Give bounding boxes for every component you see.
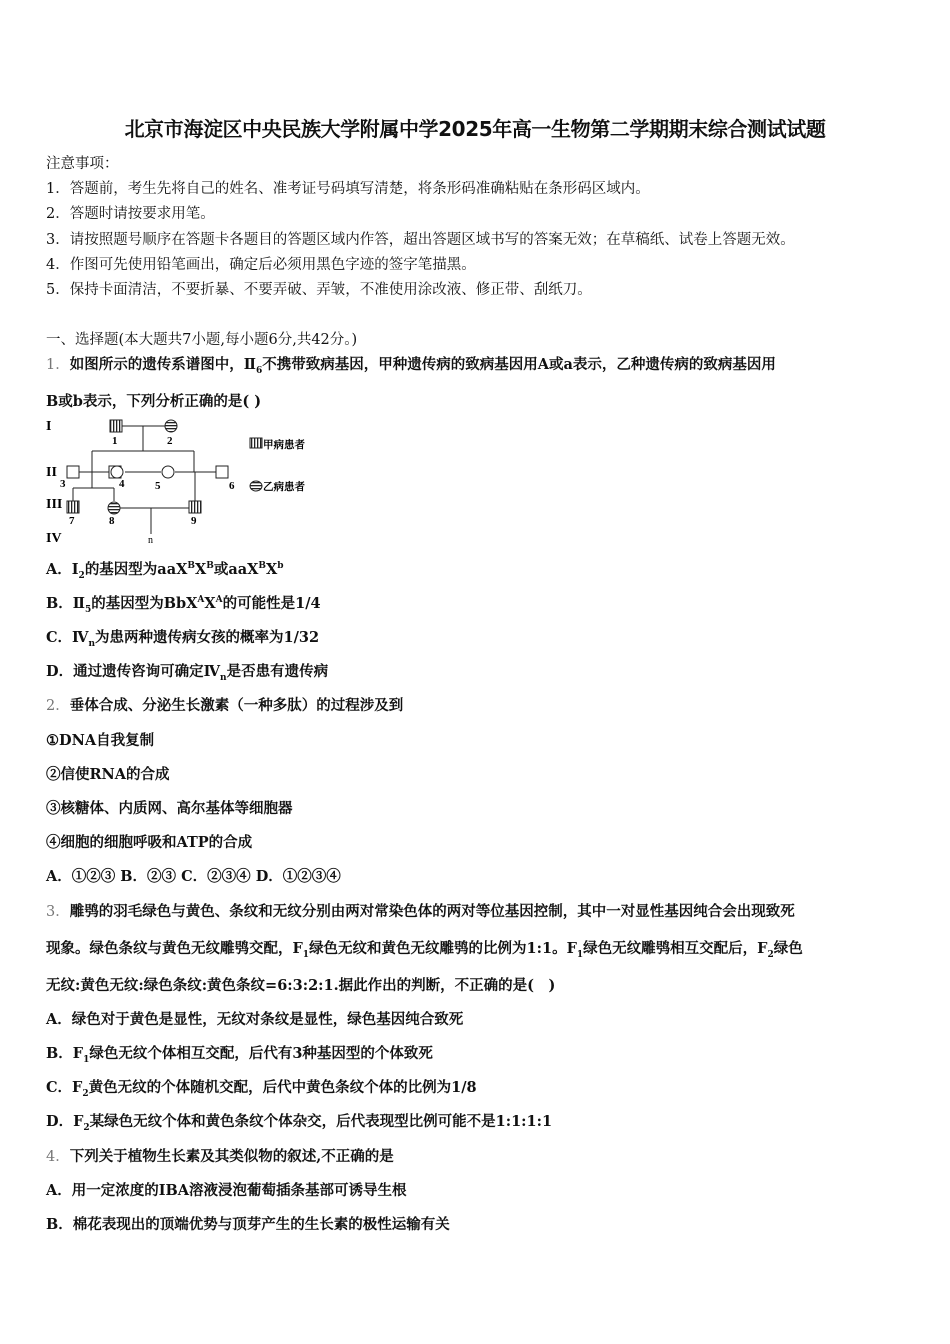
q4-stem: 4．下列关于植物生长素及其类似物的叙述,不正确的是 xyxy=(46,1148,394,1165)
q3-stem-line2: 现象。绿色条纹与黄色无纹雕鸮交配，$F_1$绿色无纹和黄色无纹雕鸮的比例为1:1。$F_1$绿色无纹雕鸮相互交配后，$F_2$绿色 xyxy=(46,940,803,960)
pedigree-chart xyxy=(44,416,334,546)
q3-stem-line1: 3．雕鸮的羽毛绿色与黄色、条纹和无纹分别由两对常染色体的两对等位基因控制，其中一对显性基因纯合会出现致死 xyxy=(46,903,795,920)
q3-option-c[interactable]: C．$F_2$黄色无纹的个体随机交配，后代中黄色条纹个体的比例为1/8 xyxy=(46,1079,477,1099)
q4-option-b[interactable]: B．棉花表现出的顶端优势与顶芽产生的生长素的极性运输有关 xyxy=(46,1216,450,1233)
page-title: 北京市海淀区中央民族大学附属中学2025年高一生物第二学期期末综合测试试题 xyxy=(124,117,826,141)
individual-II3 xyxy=(67,466,79,478)
gen-label: III xyxy=(46,497,63,512)
q1-option-c[interactable]: C．$Ⅳ_n$为患两种遗传病女孩的概率为1/32 xyxy=(46,629,320,649)
legend-jia-label: 甲病患者 xyxy=(263,440,305,451)
individual-number: n xyxy=(148,535,153,546)
q1-option-d[interactable]: D．通过遗传咨询可确定$Ⅳ_n$是否患有遗传病 xyxy=(46,663,329,683)
q3-number: 3． xyxy=(46,904,70,920)
q2-item: ①DNA自我复制 xyxy=(46,732,155,749)
q2-item: ②信使RNA的合成 xyxy=(46,766,170,783)
q3-stem-line3: 无纹:黄色无纹:绿色条纹:黄色条纹=6:3:2:1.据此作出的判断，不正确的是( ) xyxy=(46,977,556,994)
individual-II4 xyxy=(111,466,123,478)
legend-yi-swatch xyxy=(250,481,262,491)
individual-I2 xyxy=(165,420,177,432)
individual-number: 2 xyxy=(167,435,173,447)
section-heading: 一、选择题(本大题共7小题,每小题6分,共42分。) xyxy=(46,332,358,348)
individual-II5 xyxy=(162,466,174,478)
q3-option-a[interactable]: A．绿色对于黄色是显性，无纹对条纹是显性，绿色基因纯合致死 xyxy=(46,1011,464,1028)
q3-option-d[interactable]: D．$F_2$某绿色无纹个体和黄色条纹个体杂交，后代表现型比例可能不是1:1:1:1 xyxy=(46,1113,553,1133)
gen-label: II xyxy=(46,465,57,480)
individual-III8 xyxy=(108,502,120,514)
q1-option-a[interactable]: A．$Ⅰ_2$的基因型为$aaX^BX^B$或$aaX^BX^b$ xyxy=(46,561,284,581)
q1-stem-line1: 1．如图所示的遗传系谱图中，$Ⅱ_6$不携带致病基因，甲种遗传病的致病基因用A或a表示，乙种遗传病的致病基因用 xyxy=(46,356,776,376)
notice-item: 2．答题时请按要求用笔。 xyxy=(46,206,215,222)
notice-item: 4．作图可先使用铅笔画出，确定后必须用黑色字迹的签字笔描黑。 xyxy=(46,257,476,273)
individual-III9 xyxy=(189,501,201,513)
individual-number: 5 xyxy=(155,480,161,492)
individual-II6 xyxy=(216,466,228,478)
notice-item: 5．保持卡面清洁，不要折暴、不要弄破、弄皱，不准使用涂改液、修正带、刮纸刀。 xyxy=(46,282,592,298)
individual-number: 6 xyxy=(229,480,235,492)
notice-item: 3．请按照题号顺序在答题卡各题目的答题区域内作答，超出答题区域书写的答案无效；在草稿纸、试卷上答题无效。 xyxy=(46,232,795,248)
legend-jia-swatch xyxy=(250,438,262,448)
q1-option-b[interactable]: B．$Ⅱ_5$的基因型为$BbX^AX^A$的可能性是1/4 xyxy=(46,595,321,615)
q2-item: ③核糖体、内质网、高尔基体等细胞器 xyxy=(46,800,293,817)
individual-number: 1 xyxy=(112,435,118,447)
notice-item: 1．答题前，考生先将自己的姓名、准考证号码填写清楚，将条形码准确粘贴在条形码区域内。 xyxy=(46,181,650,197)
q4-option-a[interactable]: A．用一定浓度的IBA溶液浸泡葡萄插条基部可诱导生根 xyxy=(46,1182,407,1199)
individual-number: 4 xyxy=(119,478,125,490)
q1-number: 1． xyxy=(46,357,70,373)
q2-options[interactable]: A．①②③ B．②③ C．②③④ D．①②③④ xyxy=(46,868,341,885)
individual-number: 9 xyxy=(191,515,197,527)
legend-yi-label: 乙病患者 xyxy=(263,482,305,493)
individual-III7 xyxy=(67,501,79,513)
q2-item: ④细胞的细胞呼吸和ATP的合成 xyxy=(46,834,253,851)
individual-number: 7 xyxy=(69,515,75,527)
gen-label: I xyxy=(46,419,52,434)
q1-stem-line2: B或b表示，下列分析正确的是( ) xyxy=(46,393,262,410)
q4-number: 4． xyxy=(46,1149,70,1165)
q2-number: 2． xyxy=(46,698,70,714)
individual-number: 3 xyxy=(60,478,66,490)
individual-number: 8 xyxy=(109,515,115,527)
q2-stem: 2．垂体合成、分泌生长激素（一种多肽）的过程涉及到 xyxy=(46,697,404,714)
gen-label: IV xyxy=(46,531,62,546)
individual-I1 xyxy=(110,420,122,432)
q3-option-b[interactable]: B．$F_1$绿色无纹个体相互交配，后代有3种基因型的个体致死 xyxy=(46,1045,433,1065)
notice-heading: 注意事项： xyxy=(46,156,119,172)
